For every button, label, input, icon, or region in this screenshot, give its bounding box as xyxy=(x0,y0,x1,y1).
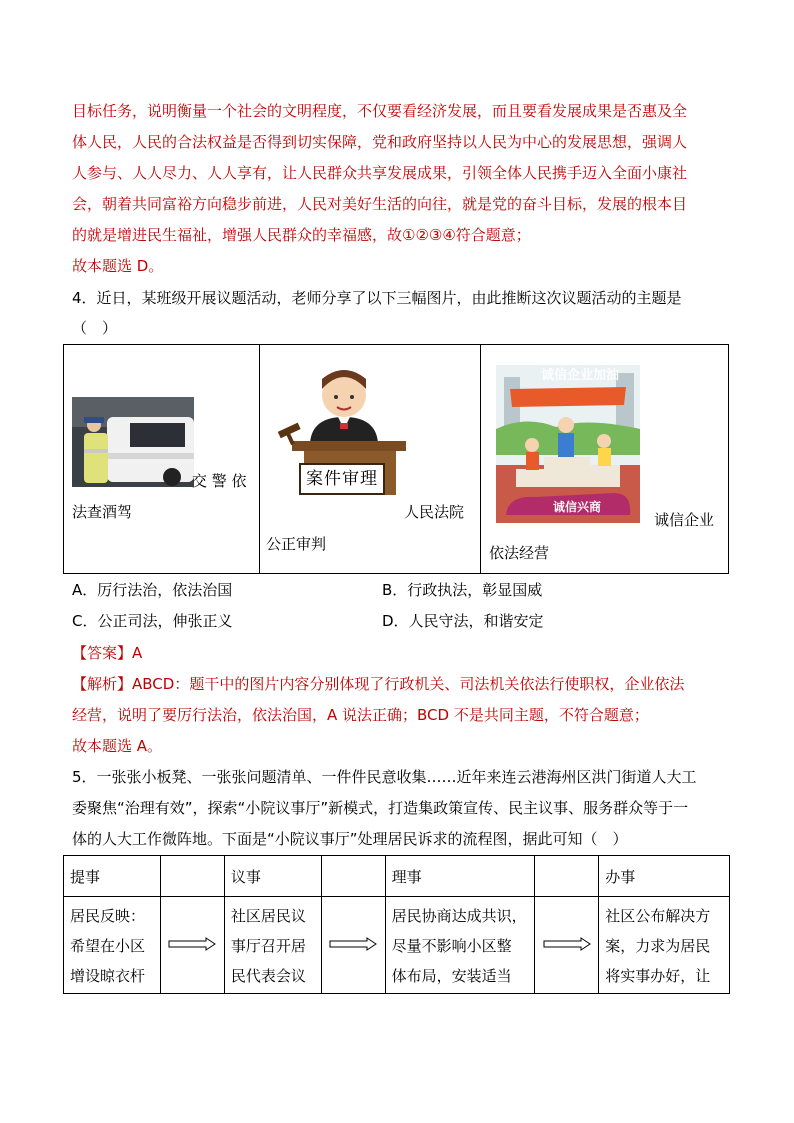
analysis-line: 人参与、人人尽力、人人享有，让人民群众共享发展成果，引领全体人民携手迈入全面小康社 xyxy=(72,164,688,182)
analysis-line: 体人民，人民的合法权益是否得到切实保障，党和政府坚持以人民为中心的发展思想，强调人 xyxy=(72,133,688,151)
option-d[interactable]: D．人民守法，和谐安定 xyxy=(382,612,544,630)
analysis-line: 会，朝着共同富裕方向稳步前进，人民对美好生活的向往，就是党的奋斗目标，发展的根本目 xyxy=(72,195,688,213)
analysis-line: 【解析】ABCD：题干中的图片内容分别体现了行政机关、司法机关依法行使职权，企业依法 xyxy=(72,675,685,693)
answer-text: 【答案】A xyxy=(72,644,143,662)
caption-line: 交 警 依 xyxy=(192,472,247,490)
right-arrow-icon xyxy=(168,937,216,951)
analysis-line: 经营，说明了要厉行法治，依法治国，A 说法正确；BCD 不是共同主题，不符合题意； xyxy=(72,706,649,724)
conclusion-text: 故本题选 A。 xyxy=(72,737,163,755)
stage-header: 办事 xyxy=(599,856,730,897)
caption-line: 人民法院 xyxy=(404,503,465,521)
stage-header: 议事 xyxy=(224,856,321,897)
option-a[interactable]: A．厉行法治，依法治国 xyxy=(72,581,233,599)
flow-cell: 社区居民议 事厅召开居 民代表会议 xyxy=(224,897,321,994)
option-c[interactable]: C．公正司法，伸张正义 xyxy=(72,612,233,630)
caption-line: 依法经营 xyxy=(489,544,550,562)
image-table xyxy=(63,344,729,574)
right-arrow-icon xyxy=(329,937,377,951)
case-trial-sign: 案件审理 xyxy=(299,463,385,495)
right-arrow-icon xyxy=(543,937,591,951)
traffic-police-photo xyxy=(72,397,194,487)
analysis-line: 目标任务，说明衡量一个社会的文明程度，不仅要看经济发展，而且要看发展成果是否惠及全 xyxy=(72,102,688,120)
conclusion-text: 故本题选 D。 xyxy=(72,257,164,275)
question-stem: 4．近日，某班级开展议题活动，老师分享了以下三幅图片，由此推断这次议题活动的主题是 xyxy=(72,289,682,307)
podium-text: 诚信兴商 xyxy=(552,500,601,514)
option-b[interactable]: B．行政执法，彰显国威 xyxy=(382,581,543,599)
question-stem: 5．一张张小板凳、一张张问题清单、一件件民意收集……近年来连云港海州区洪门街道人大工 xyxy=(72,768,697,786)
caption-line: 公正审判 xyxy=(266,535,327,553)
stage-header: 理事 xyxy=(385,856,535,897)
banner-text: 诚信企业加油 xyxy=(540,368,619,383)
question-stem: 委聚焦“治理有效”，探索“小院议事厅”新模式，打造集政策宣传、民主议事、服务群众等于一 xyxy=(72,799,689,817)
flow-cell: 居民反映： 希望在小区 增设晾衣杆 xyxy=(64,897,161,994)
stage-header: 提事 xyxy=(64,856,161,897)
analysis-line: 的就是增进民生福祉，增强人民群众的幸福感，故①②③④符合题意； xyxy=(72,226,531,244)
flow-chart-table xyxy=(63,855,730,994)
flow-cell: 居民协商达成共识， 尽量不影响小区整 体布局，安装适当 xyxy=(385,897,535,994)
caption-line: 诚信企业 xyxy=(654,511,715,529)
caption-line: 法查酒驾 xyxy=(72,503,133,521)
question-blank: （ ） xyxy=(72,319,118,337)
question-stem: 体的人大工作微阵地。下面是“小院议事厅”处理居民诉求的流程图，据此可知（ ） xyxy=(72,830,628,848)
flow-cell: 社区公布解决方 案，力求为居民 将实事办好，让 xyxy=(599,897,730,994)
